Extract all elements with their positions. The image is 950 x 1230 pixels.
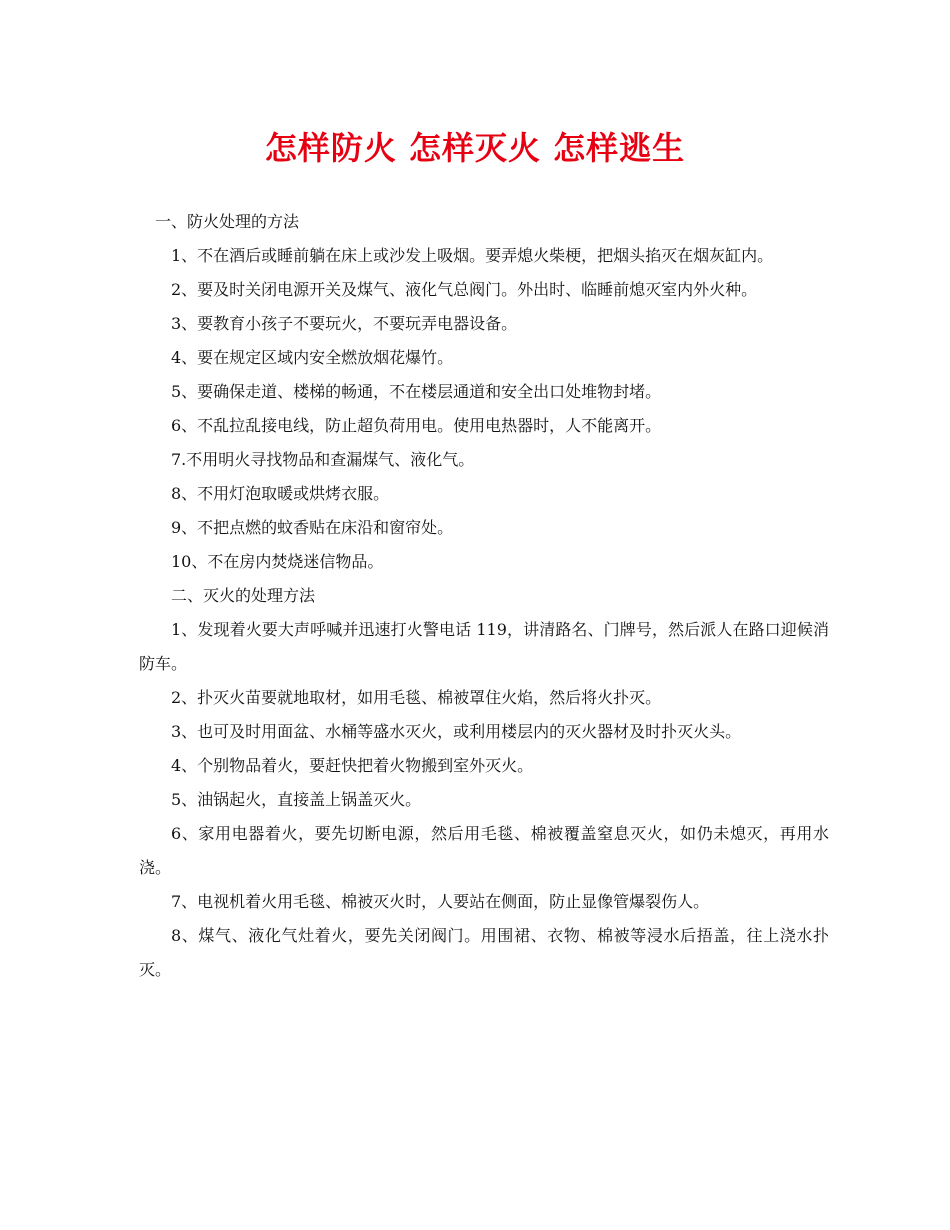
document-body — [139, 205, 829, 987]
paragraph: 2、扑灭火苗要就地取材，如用毛毯、棉被罩住火焰，然后将火扑灭。 — [171, 688, 662, 707]
paragraph: 7、电视机着火用毛毯、棉被灭火时，人要站在侧面，防止显像管爆裂伤人。 — [171, 892, 710, 911]
paragraph: 1、发现着火要大声呼喊并迅速打火警电话 119，讲清路名、门牌号，然后派人在路口迎候消防车。 — [139, 620, 829, 673]
paragraph: 2、要及时关闭电源开关及煤气、液化气总阀门。外出时、临睡前熄灭室内外火种。 — [171, 280, 758, 299]
paragraph: 1、不在酒后或睡前躺在床上或沙发上吸烟。要弄熄火柴梗，把烟头掐灭在烟灰缸内。 — [171, 246, 774, 265]
paragraph: 8、煤气、液化气灶着火，要先关闭阀门。用围裙、衣物、棉被等浸水后捂盖，往上浇水扑灭。 — [139, 926, 829, 979]
paragraph: 6、家用电器着火，要先切断电源，然后用毛毯、棉被覆盖窒息灭火，如仍未熄灭，再用水浇。 — [139, 824, 829, 877]
paragraph: 8、不用灯泡取暖或烘烤衣服。 — [171, 484, 390, 503]
paragraph: 3、要教育小孩子不要玩火，不要玩弄电器设备。 — [171, 314, 518, 333]
paragraph: 7.不用明火寻找物品和查漏煤气、液化气。 — [171, 450, 475, 469]
paragraph: 3、也可及时用面盆、水桶等盛水灭火，或利用楼层内的灭火器材及时扑灭火头。 — [171, 722, 742, 741]
paragraph: 10、不在房内焚烧迷信物品。 — [171, 552, 384, 571]
page-title: 怎样防火 怎样灭火 怎样逃生 — [264, 129, 686, 167]
paragraph: 4、要在规定区域内安全燃放烟花爆竹。 — [171, 348, 454, 367]
paragraph: 9、不把点燃的蚊香贴在床沿和窗帘处。 — [171, 518, 454, 537]
paragraph: 5、油锅起火，直接盖上锅盖灭火。 — [171, 790, 422, 809]
paragraph: 5、要确保走道、楼梯的畅通，不在楼层通道和安全出口处堆物封堵。 — [171, 382, 662, 401]
section-heading-fire-prevention: 一、防火处理的方法 — [155, 212, 300, 231]
paragraph: 6、不乱拉乱接电线，防止超负荷用电。使用电热器时，人不能离开。 — [171, 416, 662, 435]
section-heading-firefighting: 二、灭火的处理方法 — [171, 586, 316, 605]
paragraph: 4、个别物品着火，要赶快把着火物搬到室外灭火。 — [171, 756, 534, 775]
